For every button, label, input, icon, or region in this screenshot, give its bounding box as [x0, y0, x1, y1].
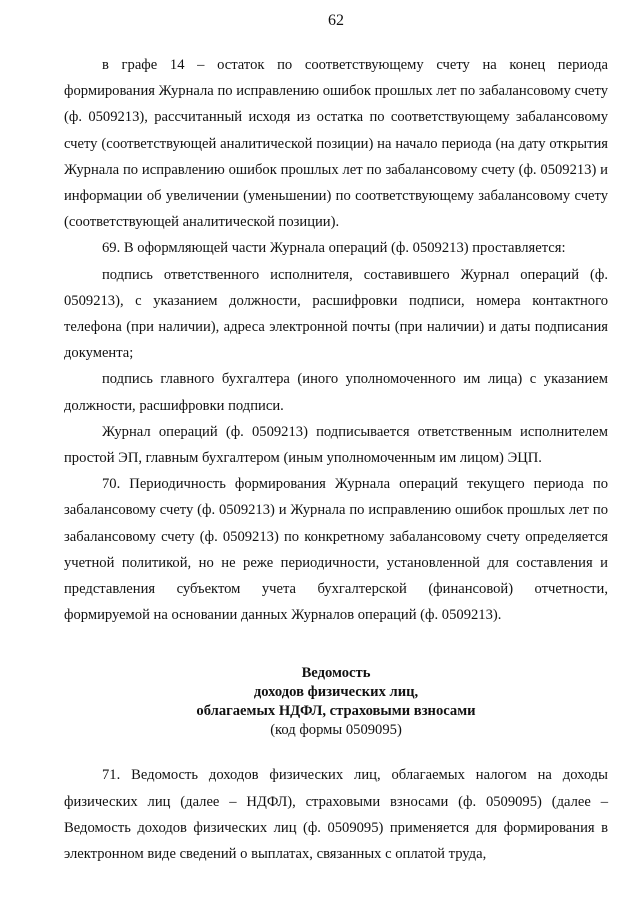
heading-line-1: Ведомость	[301, 665, 371, 682]
body-text-continued	[64, 762, 608, 867]
paragraph-signature-accountant: подпись главного бухгалтера (иного уполномоченного им лица) с указанием должности, расшифровки подписи.	[64, 371, 608, 414]
paragraph-journal-signing: Журнал операций (ф. 0509213) подписывается ответственным исполнителем простой ЭП, главным бухгалтером (иным уполномоченным им лицом) ЭЦП.	[64, 423, 608, 467]
paragraph-signature-executor: подпись ответственного исполнителя, составившего Журнал операций (ф. 0509213), с указанием должности, расшифровки подписи, номера контактного телефона (при наличии), адреса электронной почты (при наличии) и даты подписания документа;	[64, 266, 608, 362]
paragraph-graph-14: в графе 14 – остаток по соответствующему счету на конец периода формирования Журнала по исправлению ошибок прошлых лет по забалансовому счету (ф. 0509213), рассчитанный исходя из остатка по соответствующему забалансовому счету (соответствующей аналитической позиции) на начало периода (на дату открытия Журнала по исправлению ошибок прошлых лет по забалансовому счету (ф. 0509213) и информации об увеличении (уменьшении) по соответствующему забалансовому счету (соответствующей аналитической позиции).	[64, 57, 608, 231]
section-heading	[64, 664, 608, 740]
paragraph-71: 71. Ведомость доходов физических лиц, облагаемых налогом на доходы физических лиц (далее – НДФЛ), страховыми взносами (ф. 0509095) (далее – Ведомость доходов физических лиц (ф. 0509095) применяется для формирования в электронном виде сведений о выплатах, связанных с оплатой труда,	[64, 767, 608, 863]
body-text	[64, 52, 608, 628]
paragraph-69: 69. В оформляющей части Журнала операций (ф. 0509213) проставляется:	[102, 240, 566, 257]
page-number: 62	[328, 12, 344, 29]
heading-form-code: (код формы 0509095)	[270, 722, 402, 739]
heading-line-3: облагаемых НДФЛ, страховыми взносами	[196, 703, 476, 720]
paragraph-70: 70. Периодичность формирования Журнала операций текущего периода по забалансовому счету (ф. 0509213) и Журнала по исправлению ошибок прошлых лет по забалансовому счету (ф. 0509213) по конкретному забалансовому счету определяется учетной политикой, но не реже периодичности, установленной для составления и представления субъектом учета бухгалтерской (финансовой) отчетности, формируемой на основании данных Журналов операций (ф. 0509213).	[64, 476, 608, 624]
heading-line-2: доходов физических лиц,	[253, 684, 419, 701]
